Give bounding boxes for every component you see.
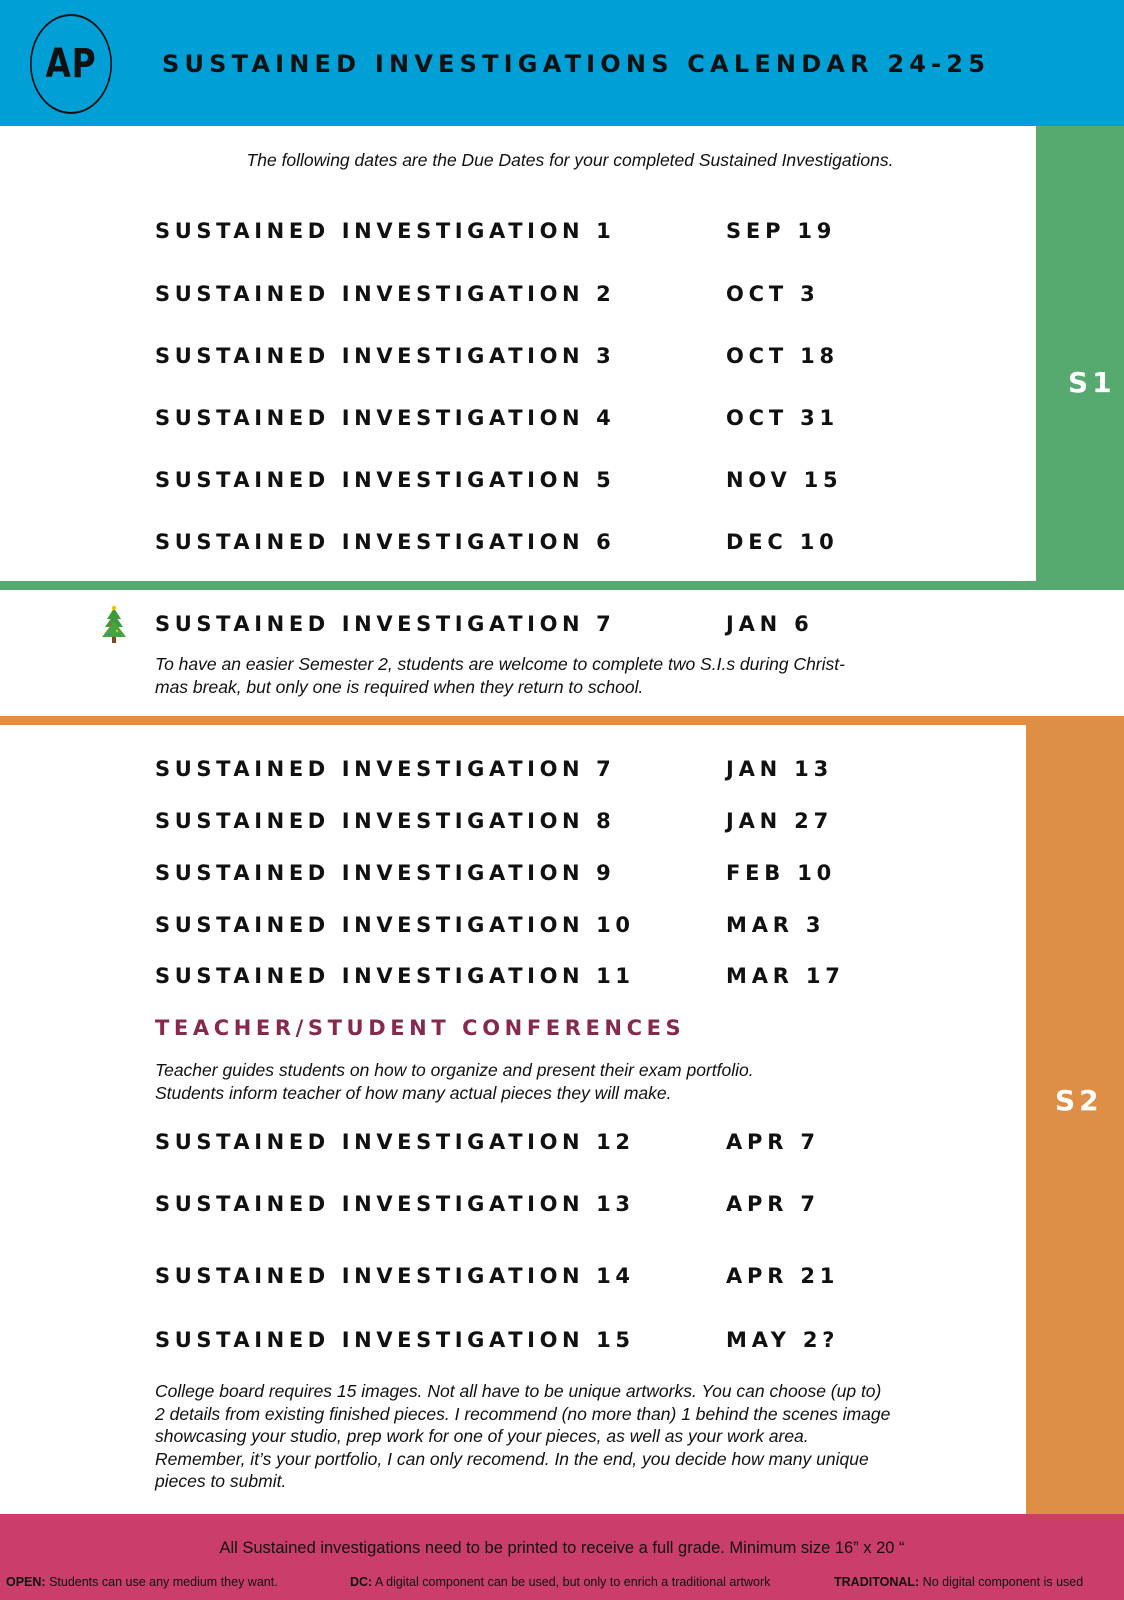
- footer-open-text: Students can use any medium they want.: [45, 1575, 278, 1589]
- si-6-date: DEC 10: [726, 530, 839, 554]
- semester-1-label: S1: [1068, 366, 1116, 399]
- footer-open: [6, 1575, 278, 1589]
- si-2-name: SUSTAINED INVESTIGATION 2: [155, 282, 616, 306]
- si-8-date: JAN 27: [726, 809, 833, 833]
- si-7-name: SUSTAINED INVESTIGATION 7: [155, 757, 616, 781]
- break-note-line-1: To have an easier Semester 2, students are welcome to complete two S.I.s during Christ-: [155, 654, 845, 674]
- closing-line-4: Remember, it’s your portfolio, I can only recomend. In the end, you decide how many unique: [155, 1448, 869, 1469]
- si-11-name: SUSTAINED INVESTIGATION 11: [155, 964, 635, 988]
- si-15-name: SUSTAINED INVESTIGATION 15: [155, 1328, 635, 1352]
- si-2-date: OCT 3: [726, 282, 820, 306]
- semester-2-label: S2: [1055, 1084, 1103, 1117]
- si-13-date: APR 7: [726, 1192, 820, 1216]
- break-note: [155, 653, 935, 698]
- page-title: SUSTAINED INVESTIGATIONS CALENDAR 24-25: [162, 50, 991, 78]
- conferences-line-2: Students inform teacher of how many actual pieces they will make.: [155, 1082, 672, 1103]
- semester-1-tab: [1036, 126, 1124, 590]
- semester-1-divider: [0, 581, 1124, 590]
- christmas-tree-icon: [101, 604, 127, 644]
- si-10-date: MAR 3: [726, 913, 826, 937]
- break-note-line-2: mas break, but only one is required when they return to school.: [155, 676, 644, 697]
- conferences-note: [155, 1059, 955, 1104]
- intro-text: The following dates are the Due Dates for your completed Sustained Investigations.: [246, 150, 894, 170]
- footer-dc: [350, 1575, 770, 1589]
- si-15-date: MAY 2?: [726, 1328, 840, 1352]
- conferences-title: TEACHER/STUDENT CONFERENCES: [155, 1016, 686, 1040]
- si-6-name: SUSTAINED INVESTIGATION 6: [155, 530, 616, 554]
- si-7-break-name: SUSTAINED INVESTIGATION 7: [155, 612, 616, 636]
- si-5-name: SUSTAINED INVESTIGATION 5: [155, 468, 616, 492]
- closing-line-5: pieces to submit.: [155, 1471, 287, 1491]
- si-14-date: APR 21: [726, 1264, 840, 1288]
- footer-trad-label: TRADITONAL:: [834, 1575, 920, 1589]
- si-4-name: SUSTAINED INVESTIGATION 4: [155, 406, 616, 430]
- si-7-break-date: JAN 6: [726, 612, 814, 636]
- si-9-date: FEB 10: [726, 861, 837, 885]
- si-1-name: SUSTAINED INVESTIGATION 1: [155, 219, 616, 243]
- si-12-name: SUSTAINED INVESTIGATION 12: [155, 1130, 635, 1154]
- si-3-name: SUSTAINED INVESTIGATION 3: [155, 344, 616, 368]
- closing-line-3: showcasing your studio, prep work for one of your pieces, as well as your work area.: [155, 1426, 809, 1446]
- si-1-date: SEP 19: [726, 219, 837, 243]
- logo-text: AP: [45, 41, 97, 87]
- si-3-date: OCT 18: [726, 344, 839, 368]
- footer-dc-label: DC:: [350, 1575, 373, 1589]
- si-13-name: SUSTAINED INVESTIGATION 13: [155, 1192, 635, 1216]
- footer-trad-text: No digital component is used: [919, 1575, 1084, 1589]
- si-9-name: SUSTAINED INVESTIGATION 9: [155, 861, 616, 885]
- footer-traditional: [834, 1575, 1083, 1589]
- si-11-date: MAR 17: [726, 964, 845, 988]
- si-4-date: OCT 31: [726, 406, 839, 430]
- footer-main-text: All Sustained investigations need to be printed to receive a full grade. Minimum size 16” x 20 “: [219, 1539, 905, 1557]
- closing-line-1: College board requires 15 images. Not all have to be unique artworks. You can choose (up to): [155, 1381, 882, 1401]
- conferences-line-1: Teacher guides students on how to organize and present their exam portfolio.: [155, 1060, 754, 1080]
- closing-line-2: 2 details from existing finished pieces. I recommend (no more than) 1 behind the scenes image: [155, 1403, 891, 1424]
- si-5-date: NOV 15: [726, 468, 843, 492]
- si-10-name: SUSTAINED INVESTIGATION 10: [155, 913, 635, 937]
- closing-note: [155, 1380, 955, 1493]
- ap-logo: [30, 14, 112, 114]
- si-7-date: JAN 13: [726, 757, 833, 781]
- si-8-name: SUSTAINED INVESTIGATION 8: [155, 809, 616, 833]
- si-12-date: APR 7: [726, 1130, 820, 1154]
- si-14-name: SUSTAINED INVESTIGATION 14: [155, 1264, 635, 1288]
- footer-dc-text: A digital component can be used, but only to enrich a traditional artwork: [372, 1575, 771, 1589]
- footer-open-label: OPEN:: [6, 1575, 46, 1589]
- semester-2-divider: [0, 716, 1124, 725]
